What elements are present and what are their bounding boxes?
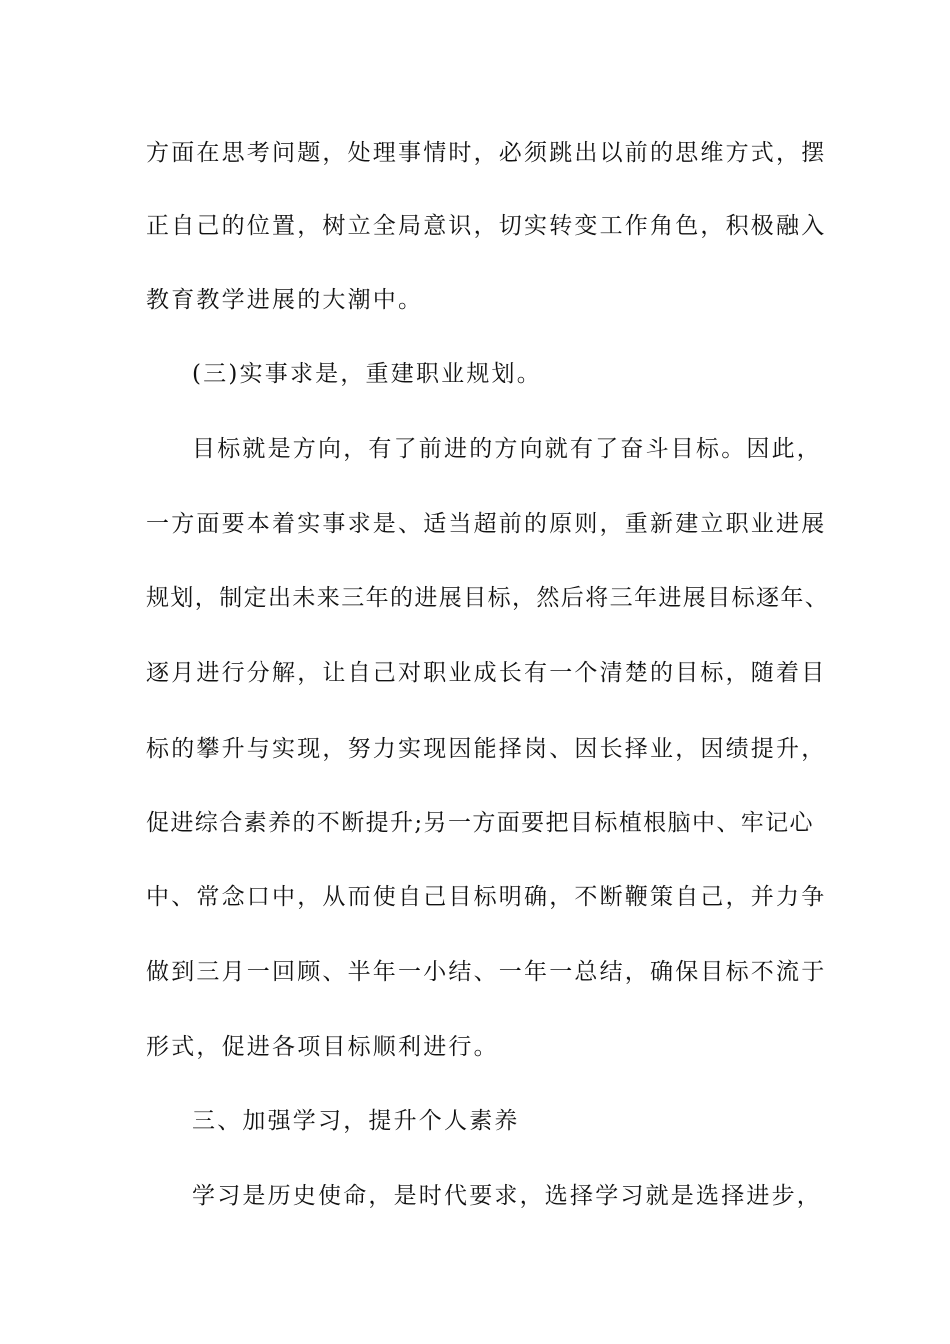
text-line: 目标就是方向，有了前进的方向就有了奋斗目标。因此， bbox=[192, 436, 822, 462]
text-line: 正自己的位置，树立全局意识，切实转变工作角色，积极融入 bbox=[146, 213, 827, 239]
text-line: 促进综合素养的不断提升;另一方面要把目标植根脑中、牢记心 bbox=[146, 810, 814, 836]
text-line: 形式，促进各项目标顺利进行。 bbox=[146, 1034, 499, 1060]
text-line: 标的攀升与实现，努力实现因能择岗、因长择业，因绩提升， bbox=[146, 736, 827, 762]
text-line: 逐月进行分解，让自己对职业成长有一个清楚的目标，随着目 bbox=[146, 660, 827, 686]
section-heading: (三)实事求是，重建职业规划。 bbox=[192, 361, 542, 387]
text-line: 方面在思考问题，处理事情时，必须跳出以前的思维方式，摆 bbox=[146, 140, 827, 166]
text-line: 一方面要本着实事求是、适当超前的原则，重新建立职业进展 bbox=[146, 511, 827, 537]
text-line: 学习是历史使命，是时代要求，选择学习就是选择进步， bbox=[192, 1183, 822, 1209]
text-line: 做到三月一回顾、半年一小结、一年一总结，确保目标不流于 bbox=[146, 959, 827, 985]
section-heading: 三、加强学习，提升个人素养 bbox=[192, 1108, 520, 1134]
text-line: 中、常念口中，从而使自己目标明确，不断鞭策自己，并力争 bbox=[146, 884, 827, 910]
text-line: 规划，制定出未来三年的进展目标，然后将三年进展目标逐年、 bbox=[146, 585, 830, 611]
text-line: 教育教学进展的大潮中。 bbox=[146, 287, 424, 313]
